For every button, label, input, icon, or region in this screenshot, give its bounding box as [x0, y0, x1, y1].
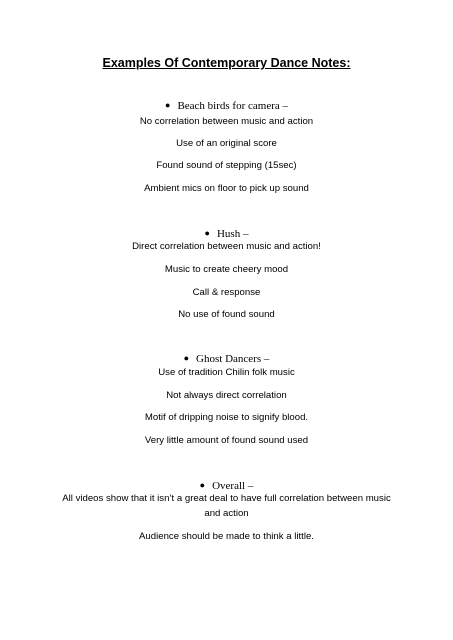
note-line: Not always direct correlation: [166, 390, 287, 401]
note-line: and action: [204, 508, 249, 519]
note-line: No correlation between music and action: [139, 116, 314, 127]
section-heading-text: Beach birds for camera –: [177, 100, 288, 112]
note-line: Motif of dripping noise to signify blood.: [144, 412, 309, 423]
bullet-icon: ●: [183, 353, 190, 363]
note-line: Call & response: [192, 287, 261, 298]
note-line: All videos show that it isn’t a great deal to have full correlation between music: [62, 493, 391, 504]
bullet-icon: ●: [165, 100, 171, 110]
note-line: Direct correlation between music and action!: [132, 241, 321, 252]
section-heading-text: Hush –: [216, 228, 249, 240]
note-line: Audience should be made to think a little.: [139, 531, 314, 542]
note-line: Use of tradition Chilin folk music: [158, 367, 295, 378]
section-heading-text: Overall –: [212, 480, 254, 492]
note-line: Very little amount of found sound used: [144, 435, 309, 446]
note-line: No use of found sound: [178, 309, 275, 320]
section-heading-text: Ghost Dancers –: [196, 353, 270, 365]
bullet-icon: ●: [199, 480, 206, 490]
section-heading-hush: [0, 228, 453, 240]
section-heading-beach-birds: [0, 100, 453, 112]
note-line: Found sound of stepping (15sec): [156, 160, 297, 171]
section-heading-overall: [0, 480, 453, 492]
section-heading-ghost-dancers: [0, 353, 453, 365]
note-line: Use of an original score: [176, 138, 277, 149]
document-title: Examples Of Contemporary Dance Notes:: [102, 56, 351, 70]
note-line: Music to create cheery mood: [164, 264, 289, 275]
bullet-icon: ●: [204, 228, 210, 238]
note-line: Ambient mics on floor to pick up sound: [144, 183, 309, 194]
